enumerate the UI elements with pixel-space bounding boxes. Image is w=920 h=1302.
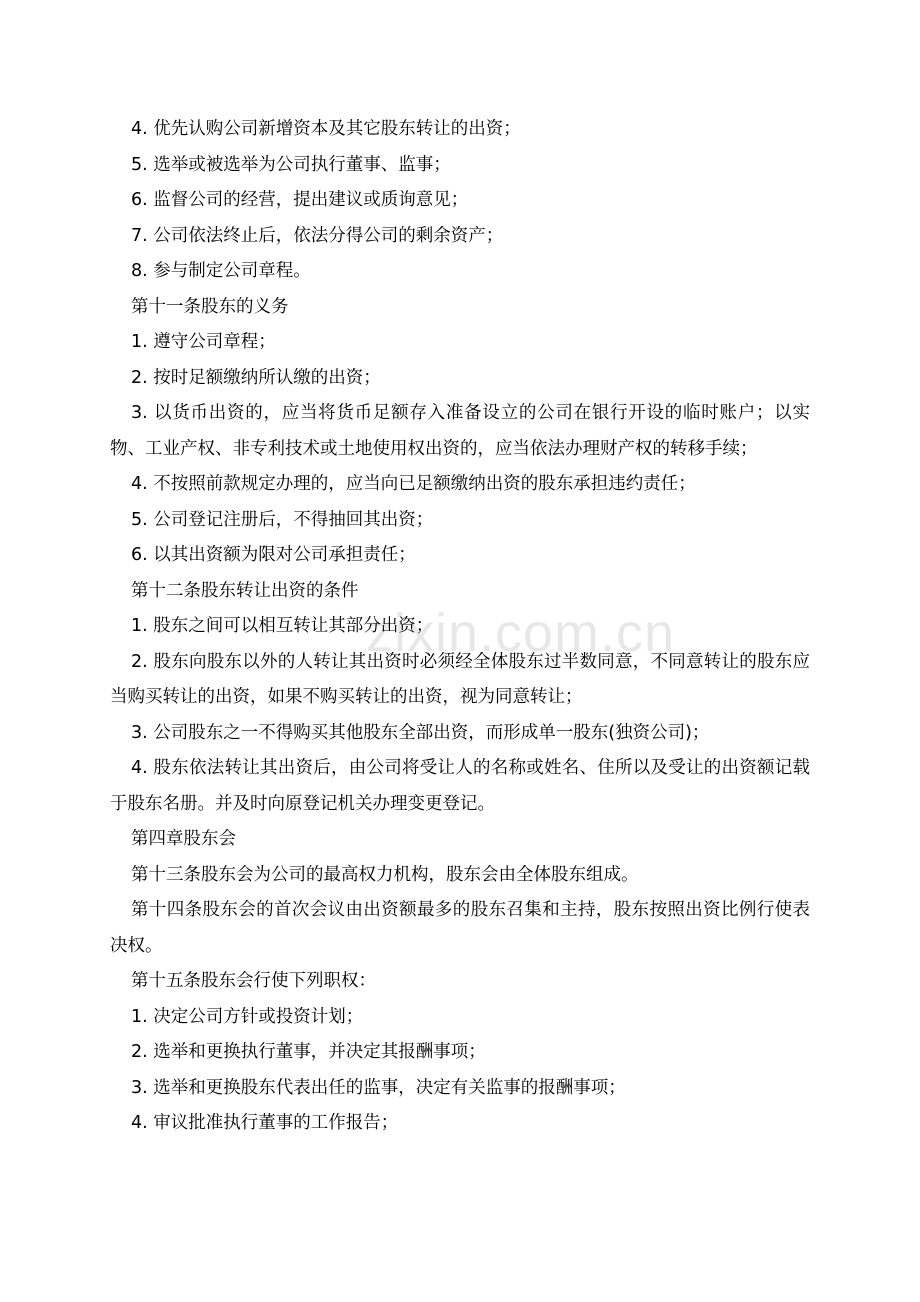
clause-item-6-supervision-right: 6. 监督公司的经营，提出建议或质询意见；: [131, 190, 469, 210]
article-11-item-5: 5. 公司登记注册后，不得抽回其出资；: [131, 509, 434, 530]
watermark-text: zixin.com.cn: [366, 603, 676, 663]
article-11-item-6: 6. 以其出资额为限对公司承担责任；: [131, 545, 416, 565]
article-15-heading: 第十五条股东会行使下列职权：: [131, 971, 376, 991]
article-11-heading: 第十一条股东的义务: [131, 296, 289, 317]
article-13: 第十三条股东会为公司的最高权力机构，股东会由全体股东组成。: [131, 864, 639, 885]
article-15-item-1: 1. 决定公司方针或投资计划；: [131, 1006, 364, 1027]
article-11-item-4: 4. 不按照前款规定办理的，应当向已足额缴纳出资的股东承担违约责任；: [131, 474, 696, 494]
article-11-item-1: 1. 遵守公司章程；: [131, 332, 276, 352]
clause-item-8-articles: 8. 参与制定公司章程。: [131, 261, 311, 281]
clause-item-5-election-right: 5. 选举或被选举为公司执行董事、监事；: [131, 154, 451, 175]
clause-item-7-residual-assets: 7. 公司依法终止后，依法分得公司的剩余资产；: [131, 225, 504, 246]
article-12-item-2: 2. 股东向股东以外的人转让其出资时必须经全体股东过半数同意，不同意转让的股东应当购买转让的出资，如果不购买转让的出资，视为同意转让；: [110, 651, 810, 707]
chapter-4-heading: 第四章股东会: [131, 829, 236, 849]
article-15-item-4: 4. 审议批准执行董事的工作报告；: [131, 1113, 399, 1133]
article-14: 第十四条股东会的首次会议由出资额最多的股东召集和主持，股东按照出资比例行使表决权。: [110, 900, 810, 956]
article-15-item-3: 3. 选举和更换股东代表出任的监事，决定有关监事的报酬事项；: [131, 1077, 626, 1098]
clause-item-4-preemptive-right: 4. 优先认购公司新增资本及其它股东转让的出资；: [131, 119, 521, 139]
article-11-item-3: 3. 以货币出资的，应当将货币足额存入准备设立的公司在银行开设的临时账户；以实物、工业产权、非专利技术或土地使用权出资的，应当依法办理财产权的转移手续；: [110, 403, 810, 459]
article-12-heading: 第十二条股东转让出资的条件: [131, 580, 359, 601]
article-11-item-2: 2. 按时足额缴纳所认缴的出资；: [131, 367, 381, 388]
article-12-item-4: 4. 股东依法转让其出资后，由公司将受让人的名称或姓名、住所以及受让的出资额记载于股东名册。并及时向原登记机关办理变更登记。: [110, 758, 810, 814]
article-12-item-3: 3. 公司股东之一不得购买其他股东全部出资，而形成单一股东(独资公司)；: [131, 722, 710, 743]
article-12-item-1: 1. 股东之间可以相互转让其部分出资；: [131, 616, 434, 636]
document-body: [110, 112, 810, 1142]
article-15-item-2: 2. 选举和更换执行董事，并决定其报酬事项；: [131, 1042, 486, 1062]
